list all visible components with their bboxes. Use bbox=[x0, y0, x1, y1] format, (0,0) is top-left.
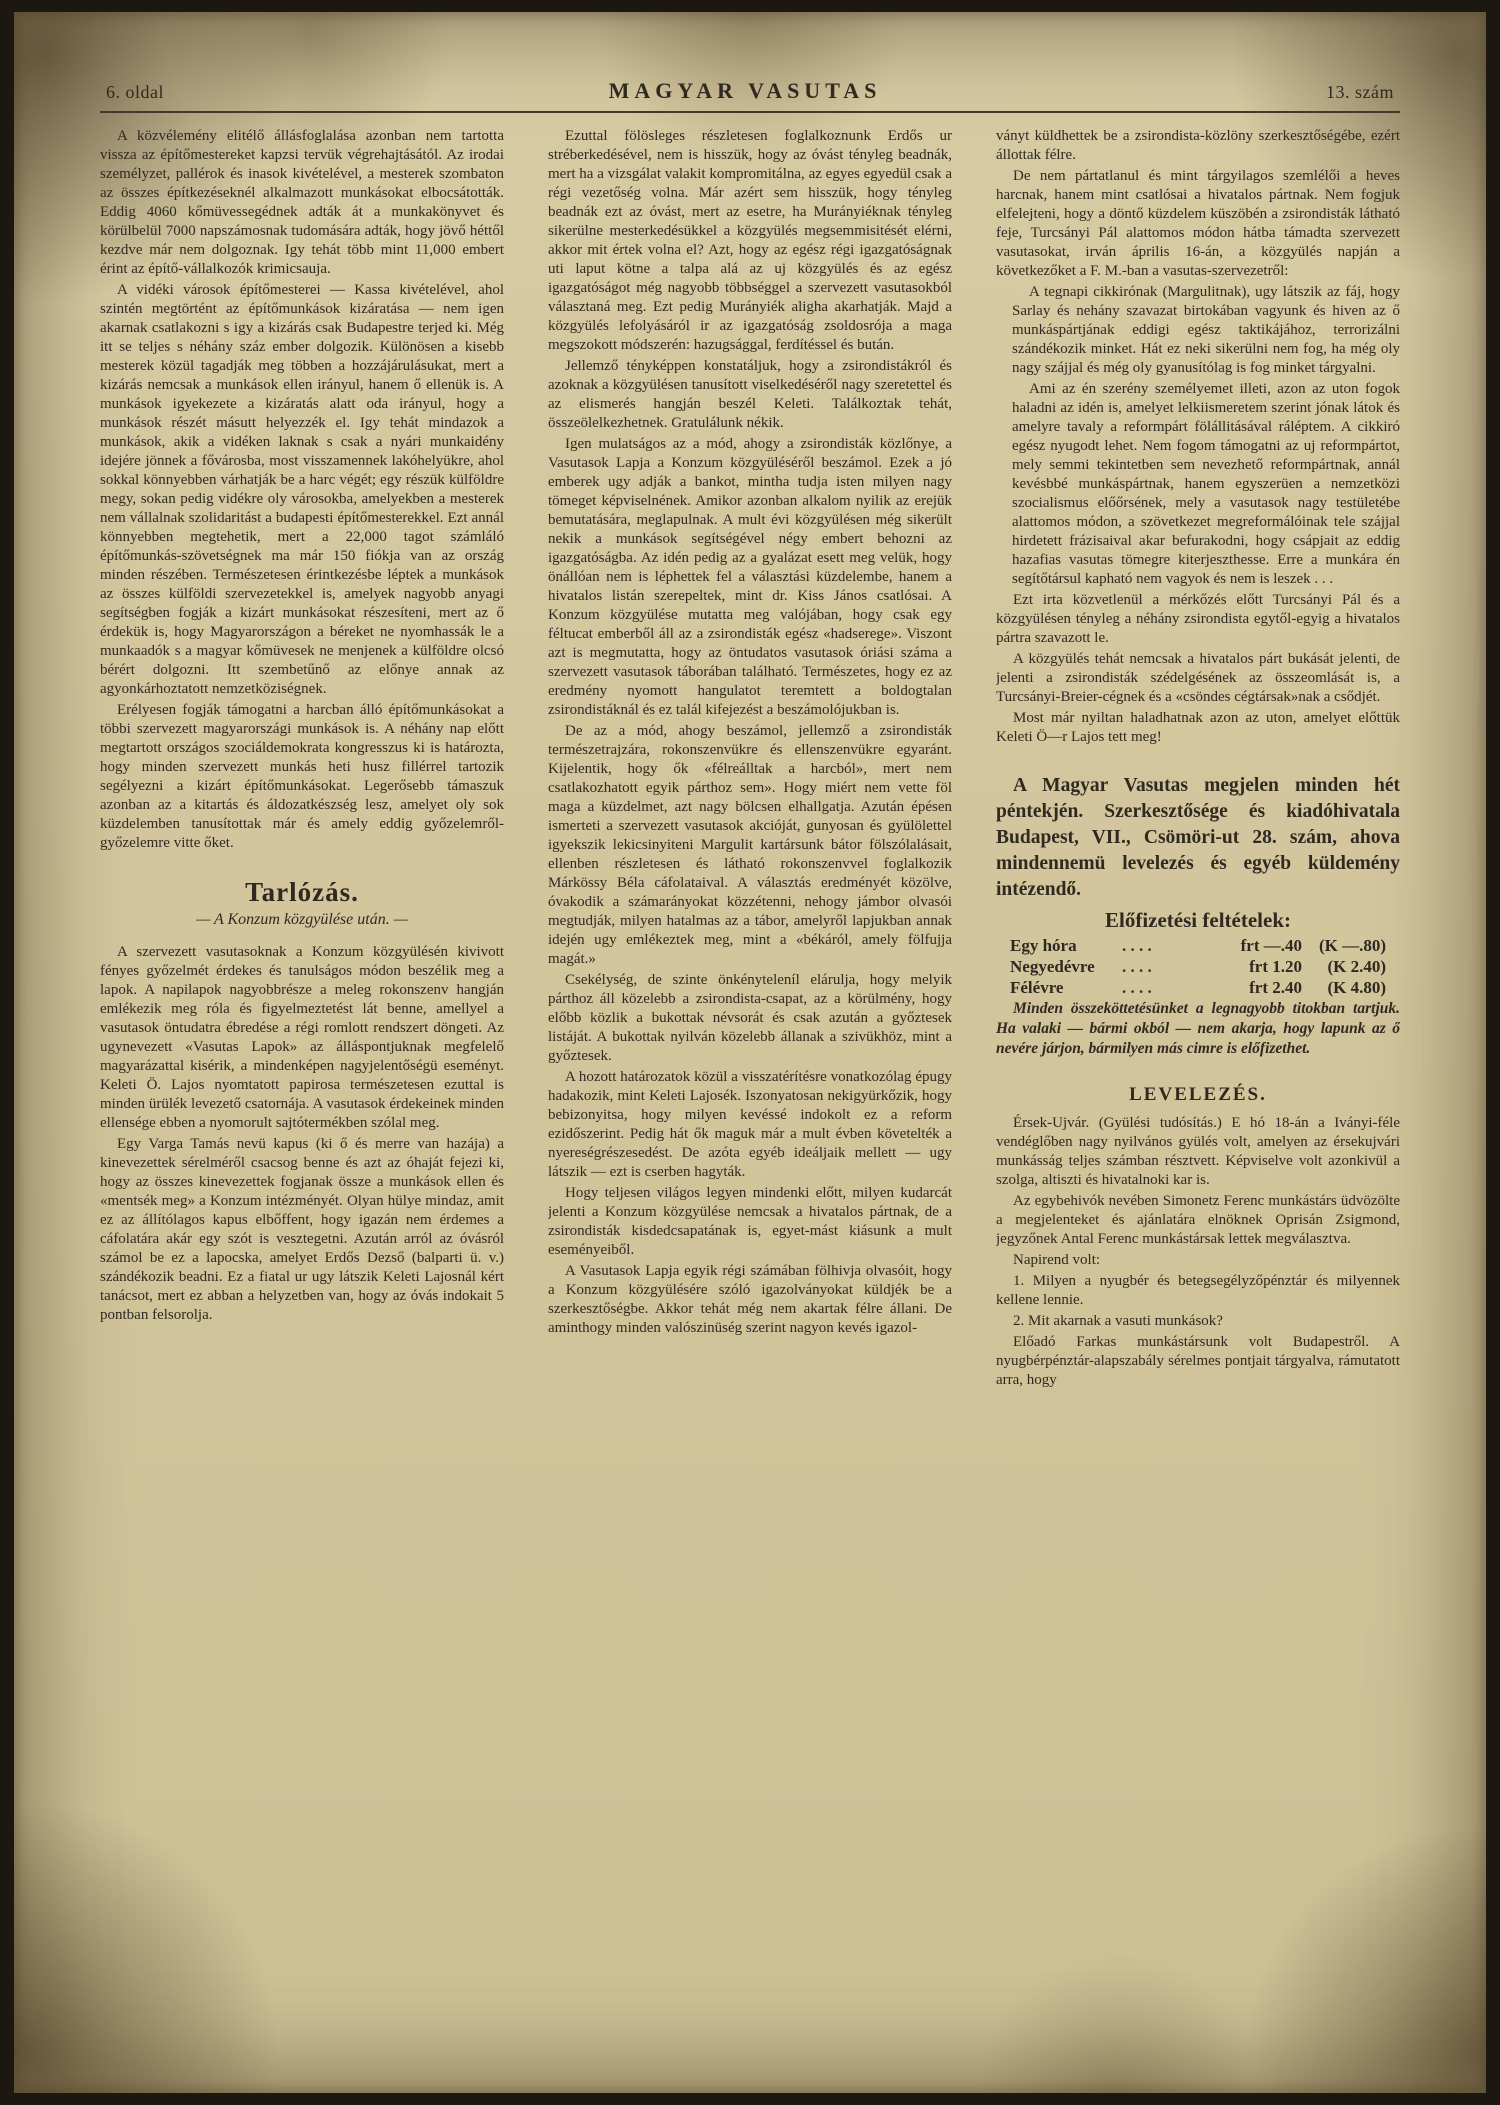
rate-rf: frt 2.40 bbox=[1249, 978, 1302, 997]
rate-rf: frt 1.20 bbox=[1249, 957, 1302, 976]
paragraph: A vidéki városok építőmesterei — Kassa kivételével, ahol szintén megtörtént az építőmunkások kizáratása — nem igen akarnak csatlakozni s igy a kizárás csak Budapestre terjed ki. Még itt se teljes s néhány száz ember dolgozik. Különösen a kisebb mesterek közül tagadják meg többen a hozzájárulásukat, mert a kizárás nemcsak a munkások ellen irányul, hanem ő ellenük is. A munkások igyekezete a kizáratás alatt oda irányul, hogy a munkások részét másutt helyezzék el. Igy tehát mindazok a munkások, akik a vidéken laknak s csak a nyári munkaidény idejére jönnek a fővárosba, most visszamennek lakóhelyükre, ahol sokkal könnyebben várhatják be a harc végét; egy részük külföldre megy, sokan pedig vidékre oly városokba, amelyekben a mesterek nem vállalnak szolidaritást a budapesti építőmesterekkel. Ezt annál könnyebben megtehetik, mert a 22,000 tagot számláló építőmunkás-szövetségnek ma már 150 fiókja van az ország minden részében. Természetesen érintkezésbe léptek a munkások az összes külföldi szervezetekkel is, amelyek nagyobb anyagi segítségben fogják a kizárt munkásokat részesíteni, mert az ő érdekük is, hogy Magyarországon a béreket ne nyomhassák le a munkaadók s a magyar kőmüvesek ne menjenek a külföldre olcsó bérért dolgozni. Itt szembetűnő az előnye annak az agyonkárhoztatott nemzetköziségnek. bbox=[100, 282, 504, 697]
paragraph: Az egybehivók nevében Simonetz Ferenc munkástárs üdvözölte a megjelenteket és ajánlatára elnöknek Oprisán Zsigmond, jegyzőnek Antal Ferenc munkástársak lettek megválasztva. bbox=[996, 1193, 1400, 1247]
paragraph: Hogy teljesen világos legyen mindenki előtt, milyen kudarcát jelenti a Konzum közgyülése nemcsak a hivatalos pártnak, de a zsirondisták kisdedcsapatának is, egyet-mást kiásunk a mult eseményeiből. bbox=[548, 1185, 952, 1258]
paragraph: Csekélység, de szinte önkényteleníl elárulja, hogy melyik párthoz áll közelebb a zsirondista-csapat, az a körülmény, hogy előbb közlik a bukottak névsorát és csak azután a győztesek listáját. A bukottak nyilván közelebb állanak a szivükhöz, mint a győztesek. bbox=[548, 972, 952, 1064]
rate-rf: frt —.40 bbox=[1240, 936, 1302, 955]
rate-line bbox=[1010, 957, 1386, 976]
rate-rl: Egy hóra bbox=[1010, 936, 1077, 955]
issue-number: 13. szám bbox=[1326, 82, 1394, 102]
rate-rd: . . . . bbox=[1122, 957, 1152, 976]
paragraph: A szervezett vasutasoknak a Konzum közgyülésén kivivott fényes győzelmét érdekes és tanulságos módon beszélik meg a lapok. A napilapok nagyobbrésze a meleg rokonszenv hangján emlékezik meg róla és figyelmeztetést lát benne, amellyel a vasutasok öntudatra ébredése a régi romlott rendszert döngeti. Az ugynevezett «Vasutas Lapok» az álláspontjuknak megfelelő magyarázattal kisérik, a mindenképen nagyjelentőségü eseményt. Keleti Ö. Lajos nyomtatott papirosa természetesen ezuttal is minden ürülék levezető csatornája. A vasutasok érdekeinek minden ellensége ebben a nyomorult sajtótermékben szólal meg. bbox=[100, 944, 504, 1131]
rate-line bbox=[1010, 978, 1386, 997]
paragraph: De az a mód, ahogy beszámol, jellemző a zsirondisták természetrajzára, rokonszenvükre és ellenszenvükre egyaránt. Kijelentik, hogy ők «félreálltak a harcból», mert nem csatlakozhatott egyik párthoz sem». Hogy miért nem vette föl maga a küzdelmet, azt nagy bölcsen elhallgatja. Azután épésen ismerteti a szervezett vasutasok akcióját, gunyosan és gyülölettel igyekszik lekicsinyiteni Margulit kartársunk bátor fölszólalásait, ellenben részletesen és látható rokonszenvvel foglalkozik Márkössy Béla cáfolataival. A választás eredményét közölve, óvakodik a számarányokat közzétenni, nehogy jámbor olvasói megtudják, milyen hatalmas az a tábor, amelyről lapjukban annak idején ugy emlékeztek meg, mint a «békáról, amely fölfujja magát.» bbox=[548, 723, 952, 967]
page-header bbox=[100, 78, 1400, 111]
masthead-title: MAGYAR VASUTAS bbox=[608, 78, 882, 103]
publication-info: A Magyar Vasutas megjelen minden hét péntekjén. Szerkesztősége és kiadóhivatala Budapest, VII., Csömöri-ut 28. szám, ahova mindennemü levelezés és egyéb küldemény intézendő. bbox=[996, 775, 1400, 900]
column-2 bbox=[548, 127, 952, 2027]
page-number: 6. oldal bbox=[106, 82, 164, 102]
rate-rk: (K —.80) bbox=[1318, 936, 1386, 955]
rate-rk: (K 4.80) bbox=[1327, 978, 1386, 997]
paragraph: Előadó Farkas munkástársunk volt Budapestről. A nyugbérpénztár-alapszabály sérelmes pontjait tárgyalva, rámutatott arra, hogy bbox=[996, 1334, 1400, 1388]
column-1 bbox=[100, 127, 504, 2027]
paragraph: A közvélemény elitélő állásfoglalása azonban nem tartotta vissza az építőmestereket kapzsi tervük végrehajtásától. Az irodai személyzet, pallérok és inasok kivételével, a mesterek szombaton az összes építkezéseknél alkalmazott munkásokat elbocsátották. Eddig 4060 kőmüvessegédnek adták át a munkakönyvet és körülbelül 7000 napszámosnak tudomására adták, hogy jövő héttől kezdve már nem dolgoznak. Igy tehát több mint 11,000 embert érint az építő-vállalkozók krimicsauja. bbox=[100, 128, 504, 277]
rate-rd: . . . . bbox=[1122, 978, 1152, 997]
paragraph: Érsek-Ujvár. (Gyülési tudósítás.) E hó 18-án a Iványi-féle vendéglőben nagy nyilvános gyülés volt, amelyen az érsekujvári munkásság teljes számban résztvett. Képviselve volt azonkivül a szolga, altiszti és hivatalnoki kar is. bbox=[996, 1115, 1400, 1188]
paragraph: Ezuttal fölösleges részletesen foglalkoznunk Erdős ur stréberkedésével, nem is hisszük, hogy az óvást tényleg beadnák, mert ha a vizsgálat valakit kompromitálna, az egyes egyedül csak a régi vezetőség volna. Már azért sem hisszük, hogy tényleg beadnák ezt az óvást, mert az esetre, ha Murányiéknak tényleg sikerülne mesterkedésükkel a közgyülés megsemmisitését elérni, akkor mit értek volna el? Azt, hogy az egész régi igazgatóságnak uti laput kötne a talpa alá az uj közgyülés és az egész igazgatóságot még nagyobb többséggel a szervezett vasutasokból választaná meg. Ezt pedig Murányiék aligha akarhatják. Majd a közgyülés lefolyásáról ir az igazgatóság zsoldosrója a maga megszokott módszerén: hazugsággal, ferdítéssel és bután. bbox=[548, 128, 952, 353]
secrecy-note: Minden összeköttetésünket a legnagyobb titokban tartjuk. Ha valaki — bármi okból — nem akarja, hogy lapunk az ő nevére járjon, bármilyen más cimre is előfizethet. bbox=[996, 1000, 1400, 1057]
paragraph: A közgyülés tehát nemcsak a hivatalos párt bukását jelenti, de jelenti a zsirondisták szédelgésének az összeomlását is, a Turcsányi-Breier-cégnek és a «csöndes cégtársak»nak a csődjét. bbox=[996, 651, 1400, 705]
page-content bbox=[100, 78, 1400, 2033]
article-title: Tarlózás. bbox=[245, 877, 359, 907]
paragraph: De nem pártatlanul és mint tárgyilagos szemlélői a heves harcnak, hanem mint csatlósai a hivatalos pártnak. Nem fogjuk elfelejteni, hogy a döntő küzdelem küszöbén a zsirondisták látható feje, Turcsányi Pál alattomos módon hátba támadta szervezett vasutasokat, irván április 16-án, a közgyülés napján a következőket a F. M.-ban a vasutas-szervezetről: bbox=[996, 168, 1400, 279]
paragraph: ványt küldhettek be a zsirondista-közlöny szerkesztőségébe, ezért állottak félre. bbox=[996, 128, 1400, 163]
paragraph: A tegnapi cikkirónak (Margulitnak), ugy látszik az fáj, hogy Sarlay és nehány szavazat birtokában vagyunk és hiven az ő munkáspártjának eddigi egész taktikájához, terrorizálni szándékozik minket. Hát ez neki sikerülni nem fog, ha még oly nagy szájjal és még oly gyanusítólag is fog minket tárgyalni. bbox=[1012, 284, 1400, 376]
paragraph: A hozott határozatok közül a visszatérítésre vonatkozólag épugy hadakozik, mint Keleti Lajosék. Iszonyatosan nekigyürkőzik, hogy bebizonyitsa, hogy milyen kevéssé indokolt ez a reform ezidőszerint. Pedig hát ők maguk már a mult évben követelték a nyereségrészesedést. De azóta egyéb ideáljaik mellett — ugy látszik — ezt is cserben hagyták. bbox=[548, 1069, 952, 1180]
rate-line bbox=[1010, 936, 1386, 955]
subscription-notice bbox=[996, 773, 1400, 1059]
newspaper-page bbox=[14, 12, 1486, 2093]
paragraph: Ami az én szerény személyemet illeti, azon az uton fogok haladni az idén is, amelyet lelkiismeretem szerint jónak látok és amelyre tavaly a reformpárt fölállitásával ráléptem. A cikkiró egész nyugodt lehet. Nem fogom támogatni az uj reformpártot, mely semmi tekintetben sem nevezhető reformpártnak, annál kevésbbé munkáspártnak, hanem egyszerüen a nemzetközi szocialismus előőrsének, mely a vasutasok nagy testületébe alattomos módon, a szövetkezet megreformálóinak tele szájjal hirdetett frázisaival akar befurakodni, hogy csápjait az eddig hazafias vasutas tömegre kiterjeszthesse. Erre a munkára én segítőtársul kapható nem vagyok és nem is leszek . . . bbox=[1012, 381, 1400, 587]
paragraph: Egy Varga Tamás nevü kapus (ki ő és merre van hazája) a kinevezettek sérelméről csacsog benne és azt az óhaját fejezi ki, hogy az összes kinevezettek fogjanak össze a munkások ellen és «mentsék meg» a Konzum intézményét. Olyan hülye mindaz, amit ez az állítólagos kapus elbőffent, hogy igazán nem érdemes a cáfolatára akár egy szót is vesztegetni. Azután arról az óvásról számol be ez a lapocska, amelyet Erdős Dezső (balparti ü. v.) szándékozik beadni. Ez a fiatal ur ugy látszik Keleti Lajosnál kért tanácsot, mert ez abban a helyzetben van, hogy az óvás indokait 5 pontban felsorolja. bbox=[100, 1136, 504, 1323]
levelezes-items bbox=[996, 1114, 1400, 1390]
header-rule bbox=[100, 111, 1400, 113]
column-layout bbox=[100, 127, 1400, 2027]
rate-rl: Negyedévre bbox=[1010, 957, 1095, 976]
column-3-articles bbox=[996, 127, 1400, 747]
rate-rl: Félévre bbox=[1010, 978, 1064, 997]
paragraph: Most már nyiltan haladhatnak azon az uton, amelyet előttük Keleti Ö—r Lajos tett meg! bbox=[996, 710, 1400, 745]
paragraph: 2. Mit akarnak a vasuti munkások? bbox=[1013, 1313, 1223, 1329]
article-subtitle: — A Konzum közgyülése után. — bbox=[196, 911, 408, 928]
column-3 bbox=[996, 127, 1400, 2027]
paragraph: A Vasutasok Lapja egyik régi számában fölhivja olvasóit, hogy a Konzum közgyülésére szóló igazolványokat küldjék be a szerkesztőségbe. Akkor tehát még nem akartak félre állani. De aminthogy minden valószinüség szerint nagyon kevés igazol- bbox=[548, 1263, 952, 1336]
paragraph: Napirend volt: bbox=[1013, 1252, 1101, 1268]
paragraph: 1. Milyen a nyugbér és betegsegélyzőpénztár és milyennek kellene lennie. bbox=[996, 1273, 1400, 1308]
paragraph: Igen mulatságos az a mód, ahogy a zsirondisták közlőnye, a Vasutasok Lapja a Konzum közgyüléséről beszámol. Ezek a jó emberek ugy adják a bankot, mintha tudja isten milyen nagy tömeget képviselnének. Amikor azonban alkalom nyilik az erejük bemutatására, meglapulnak. A mult évi közgyülésen még sikerült nekik a munkások segítségével négy embert behozni az igazgatóságba. Az idén pedig az a gyalázat esett meg velük, hogy önállóan nem is léphettek fel a választási küzdelembe, hanem a hivatalos listán szerepeltek, mint dr. Kiss János csatlósai. A Konzum közgyülése mutatta meg valójában, hogy csak egy féltucat emberből áll az a zsirondisták egész «hadserege». Viszont azt is megmutatta, hogy az öntudatos vasutasok óriási száma a szervezett vasutasok táborában található. Természetes, hogy ez az eredmény nyomott hangulatot teremtett a boldogtalan zsirondistáknál és ez talál kifejezést a beszámolójukban is. bbox=[548, 436, 952, 718]
paragraph: Jellemző tényképpen konstatáljuk, hogy a zsirondistákról és azoknak a közgyülésen tanusított viselkedéséről nagy szeretettel és az elismerés hangján beszél Keleti. Találkoztak tehát, összeölelkezhetnek. Gratulálunk nékik. bbox=[548, 358, 952, 431]
subscription-rates bbox=[996, 936, 1400, 997]
paragraph: Erélyesen fogják támogatni a harcban álló építőmunkásokat a többi szervezett magyarországi munkások is. A néhány nap előtt megtartott országos szociáldemokrata kongresszus ki is határozta, hogy minden szervezett munkás heti husz fillérrel tartozik segélyezni a kizárt építőmunkásokat. Legerősebb támaszuk azonban az a kitartás és áldozatkészség lesz, amelyet oly sok küzdelemben tanusítottak már és amely eddig győzelemről-győzelemre vitte őket. bbox=[100, 702, 504, 851]
rates-title: Előfizetési feltételek: bbox=[1105, 908, 1291, 932]
paragraph: Ezt irta közvetlenül a mérkőzés előtt Turcsányi Pál és a közgyülésen tényleg a néhány zsirondista egytől-egyig a hivatalos pártra szavazott le. bbox=[996, 592, 1400, 646]
levelezes-section bbox=[996, 1085, 1400, 1390]
rate-rd: . . . . bbox=[1122, 936, 1152, 955]
levelezes-title: LEVELEZÉS. bbox=[1129, 1084, 1267, 1105]
rate-rk: (K 2.40) bbox=[1327, 957, 1386, 976]
